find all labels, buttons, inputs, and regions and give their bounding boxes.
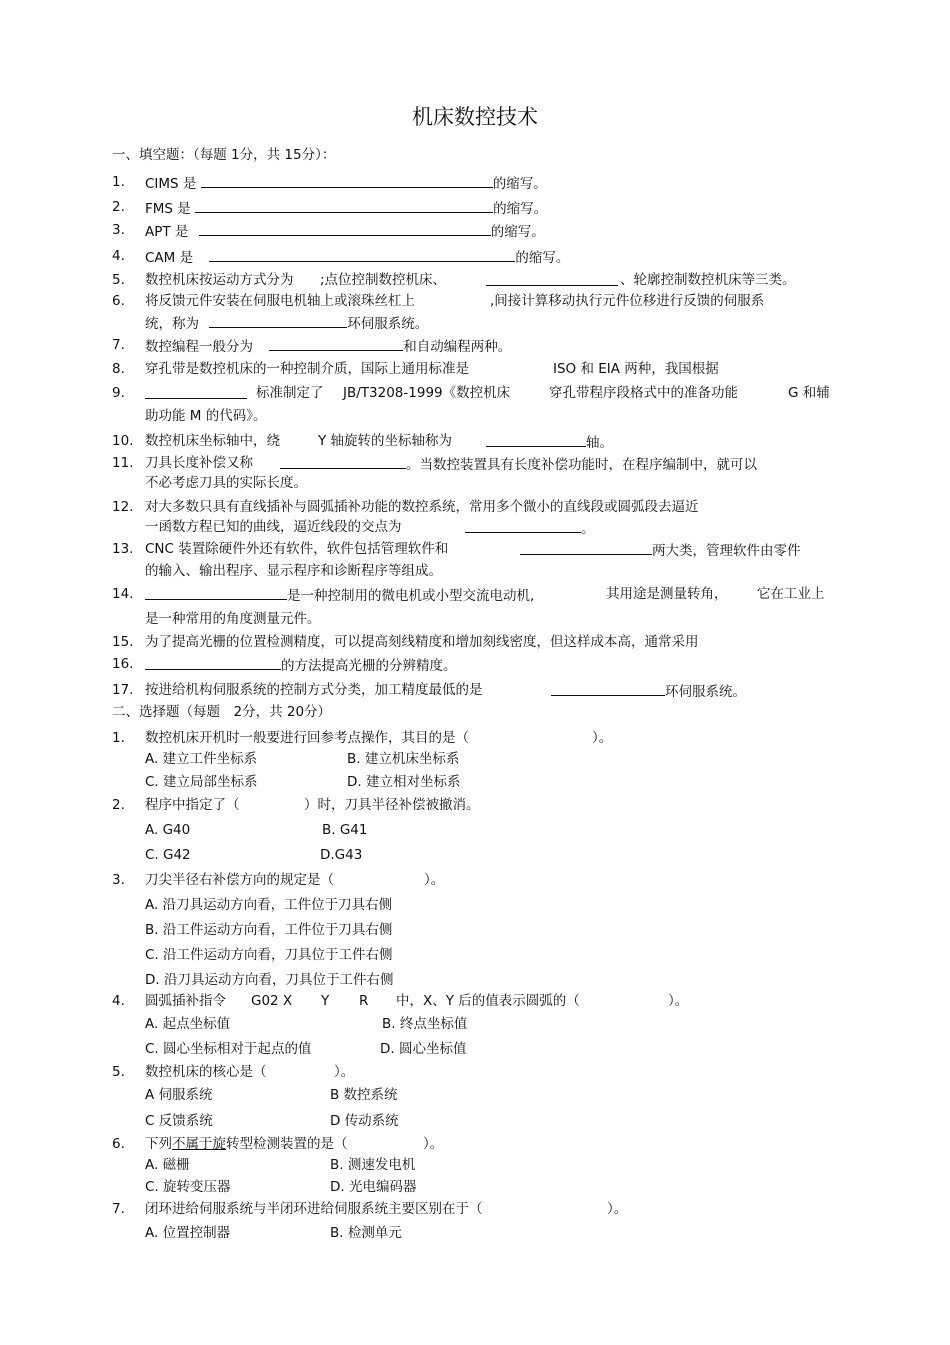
option-d[interactable]: D. 沿刀具运动方向看，刀具位于工件右侧 xyxy=(145,972,394,988)
question-number: 11. xyxy=(112,455,134,471)
question-text: Y 轴旋转的坐标轴称为 xyxy=(318,433,453,449)
question-text: G02 X xyxy=(251,993,293,1009)
question-6-line2 xyxy=(145,313,428,333)
question-3-text xyxy=(145,221,545,241)
question-text: 闭环进给伺服系统与半闭环进给伺服系统主要区别在于（ xyxy=(145,1201,483,1217)
question-number: 17. xyxy=(112,682,134,698)
question-text: 和自动编程两种。 xyxy=(403,339,512,355)
question-number: 7. xyxy=(112,337,125,353)
question-7 xyxy=(112,336,125,354)
question-number: 13. xyxy=(112,541,134,557)
question-number: 3. xyxy=(112,872,125,888)
question-2-text xyxy=(145,198,547,218)
question-14 xyxy=(112,585,133,603)
option-a[interactable]: A. 沿刀具运动方向看，工件位于刀具右侧 xyxy=(145,897,393,913)
question-text: 统，称为 xyxy=(145,316,199,332)
answer-blank[interactable] xyxy=(486,271,618,286)
question-text: 环伺服系统。 xyxy=(347,316,429,332)
question-1 xyxy=(112,173,125,191)
underlined-text: 不属于旋 xyxy=(172,1136,226,1152)
question-13 xyxy=(112,540,133,558)
question-3 xyxy=(112,221,125,239)
option-a[interactable]: A. 起点坐标值 xyxy=(145,1016,231,1032)
option-c[interactable]: C 反馈系统 xyxy=(145,1113,213,1129)
option-d[interactable]: D 传动系统 xyxy=(330,1113,399,1129)
question-10-blank xyxy=(486,432,613,452)
answer-blank[interactable] xyxy=(280,454,406,469)
option-c[interactable]: C. 圆心坐标相对于起点的值 xyxy=(145,1041,312,1057)
question-2 xyxy=(112,198,125,216)
question-text: 其用途是测量转角， xyxy=(606,586,728,602)
question-number: 7. xyxy=(112,1201,125,1217)
question-11-blank xyxy=(280,454,757,474)
question-text: 刀具长度补偿又称 xyxy=(145,455,253,471)
option-c[interactable]: C. 旋转变压器 xyxy=(145,1179,231,1195)
question-text: CNC 装置除硬件外还有软件，软件包括管理软件和 xyxy=(145,541,449,557)
question-number: 1. xyxy=(112,730,125,746)
question-text: 的缩写。 xyxy=(490,224,545,240)
question-text: 刀尖半径右补偿方向的规定是（ xyxy=(145,872,334,888)
question-number: 15. xyxy=(112,634,134,650)
question-text: ）。 xyxy=(607,1201,628,1217)
choice-1 xyxy=(112,729,125,747)
question-1-text xyxy=(145,173,547,193)
answer-blank[interactable] xyxy=(269,336,403,351)
question-number: 12. xyxy=(112,499,134,515)
question-9-blank xyxy=(145,384,247,404)
question-text: G 和辅 xyxy=(788,385,830,401)
question-text: 将反馈元件安装在伺服电机轴上或滚珠丝杠上 xyxy=(145,293,415,309)
choice-6-stem xyxy=(145,1135,348,1153)
question-number: 10. xyxy=(112,433,134,449)
option-d[interactable]: D. 光电编码器 xyxy=(330,1179,417,1195)
question-number: 1. xyxy=(112,174,125,190)
question-number: 16. xyxy=(112,656,134,672)
question-text: 数控机床开机时一般要进行回参考点操作，其目的是（ xyxy=(145,730,469,746)
question-text: JB/T3208-1999《数控机床 xyxy=(343,385,511,401)
question-10 xyxy=(112,432,133,450)
question-text: 的方法提高光栅的分辨精度。 xyxy=(281,658,457,674)
question-number: 14. xyxy=(112,586,134,602)
question-text: ）。 xyxy=(423,1136,444,1152)
option-a[interactable]: A. G40 xyxy=(145,822,191,838)
option-c[interactable]: C. 沿工件运动方向看，刀具位于工件右侧 xyxy=(145,947,393,963)
question-17 xyxy=(112,681,133,699)
question-number: 5. xyxy=(112,272,125,288)
question-text: 。 xyxy=(581,521,595,537)
question-text: 数控机床的核心是（ xyxy=(145,1064,267,1080)
answer-blank[interactable] xyxy=(209,313,347,328)
option-d[interactable]: D. 建立相对坐标系 xyxy=(347,774,461,790)
question-text: 按进给机构伺服系统的控制方式分类，加工精度最低的是 xyxy=(145,682,483,698)
answer-blank[interactable] xyxy=(486,432,586,447)
question-number: 9. xyxy=(112,385,125,401)
question-16-blank xyxy=(145,655,457,675)
question-text: ;点位控制数控机床、 xyxy=(320,272,447,288)
answer-blank[interactable] xyxy=(465,518,581,533)
option-b[interactable]: B. 终点坐标值 xyxy=(382,1016,468,1032)
question-text: 。当数控装置具有长度补偿功能时，在程序编制中，就可以 xyxy=(406,457,757,473)
question-text: 圆弧插补指令 xyxy=(145,993,226,1009)
answer-blank[interactable] xyxy=(551,681,665,696)
answer-blank[interactable] xyxy=(209,247,515,262)
question-text: 两大类，管理软件由零件 xyxy=(652,543,801,559)
question-text: Y xyxy=(321,993,330,1009)
option-b[interactable]: B. G41 xyxy=(322,822,368,838)
question-text: CAM 是 xyxy=(145,250,194,266)
option-b[interactable]: B. 建立机床坐标系 xyxy=(347,751,460,767)
document-title: 机床数控技术 xyxy=(412,105,538,129)
question-text: 的缩写。 xyxy=(493,201,548,217)
question-14-blank xyxy=(145,585,534,605)
question-text: 数控机床坐标轴中，绕 xyxy=(145,433,280,449)
question-text: 标准制定了 xyxy=(256,385,324,401)
option-a[interactable]: A. 建立工件坐标系 xyxy=(145,751,258,767)
question-text: 轴。 xyxy=(586,435,613,451)
question-number: 5. xyxy=(112,1064,125,1080)
question-text: 的缩写。 xyxy=(492,176,547,192)
question-number: 2. xyxy=(112,797,125,813)
question-number: 8. xyxy=(112,361,125,377)
question-text: ）。 xyxy=(424,872,445,888)
answer-blank[interactable] xyxy=(520,540,652,555)
option-b[interactable]: B. 检测单元 xyxy=(330,1225,402,1241)
question-text: 不必考虑刀具的实际长度。 xyxy=(145,475,307,491)
question-text: 助功能 M 的代码》。 xyxy=(145,408,267,424)
choice-2 xyxy=(112,796,125,814)
choice-4 xyxy=(112,992,125,1010)
question-text: 环伺服系统。 xyxy=(665,684,746,700)
question-text: 对大多数只具有直线插补与圆弧插补功能的数控系统，常用多个微小的直线段或圆弧段去逼近 xyxy=(145,499,699,515)
question-text: CIMS 是 xyxy=(145,176,197,192)
question-number: 2. xyxy=(112,199,125,215)
question-number: 4. xyxy=(112,993,125,1009)
question-text: 、轮廓控制数控机床等三类。 xyxy=(620,272,796,288)
question-text: 的缩写。 xyxy=(515,250,570,266)
option-d[interactable]: D.G43 xyxy=(320,847,363,863)
option-b[interactable]: B. 测速发电机 xyxy=(330,1157,416,1173)
answer-blank[interactable] xyxy=(145,585,287,600)
question-16 xyxy=(112,655,133,673)
question-number: 4. xyxy=(112,248,125,264)
question-text: 穿孔带程序段格式中的准备功能 xyxy=(549,385,738,401)
question-text: FMS 是 xyxy=(145,201,191,217)
question-5-blank xyxy=(486,271,618,291)
answer-blank[interactable] xyxy=(195,198,493,213)
question-11 xyxy=(112,454,133,472)
question-text: 下列 xyxy=(145,1136,172,1152)
question-text: 转型检测装置的是（ xyxy=(226,1136,348,1152)
option-c[interactable]: C. 建立局部坐标系 xyxy=(145,774,258,790)
question-7-text xyxy=(145,336,511,356)
option-a[interactable]: A. 磁栅 xyxy=(145,1157,190,1173)
question-text: ）时，刀具半径补偿被撤消。 xyxy=(304,797,480,813)
section-heading-fill: 一、填空题：（每题 1分，共 15分）： xyxy=(112,147,336,163)
question-text: ）。 xyxy=(592,730,613,746)
question-4-text xyxy=(145,247,569,267)
question-text: 是一种控制用的微电机或小型交流电动机, xyxy=(287,588,535,604)
question-6 xyxy=(112,292,125,310)
option-a[interactable]: A. 位置控制器 xyxy=(145,1225,231,1241)
question-text: 它在工业上 xyxy=(757,586,825,602)
question-text: 为了提高光栅的位置检测精度，可以提高刻线精度和增加刻线密度，但这样成本高，通常采用 xyxy=(145,634,699,650)
answer-blank[interactable] xyxy=(145,384,247,399)
choice-5 xyxy=(112,1063,125,1081)
question-5 xyxy=(112,271,125,289)
option-b[interactable]: B. 沿工件运动方向看，工件位于刀具右侧 xyxy=(145,922,393,938)
choice-6 xyxy=(112,1135,125,1153)
question-text: 数控机床按运动方式分为 xyxy=(145,272,294,288)
question-9 xyxy=(112,384,125,402)
question-8 xyxy=(112,360,125,378)
question-text: 的输入、输出程序、显示程序和诊断程序等组成。 xyxy=(145,563,442,579)
option-d[interactable]: D. 圆心坐标值 xyxy=(380,1041,467,1057)
question-text: ,间接计算移动执行元件位移进行反馈的伺服系 xyxy=(490,293,765,309)
option-c[interactable]: C. G42 xyxy=(145,847,191,863)
question-text: 中，X、Y 后的值表示圆弧的（ xyxy=(396,993,580,1009)
option-a[interactable]: A 伺服系统 xyxy=(145,1087,213,1103)
question-text: 穿孔带是数控机床的一种控制介质，国际上通用标准是 xyxy=(145,361,469,377)
question-text: ）。 xyxy=(668,993,689,1009)
answer-blank[interactable] xyxy=(145,655,281,670)
question-4 xyxy=(112,247,125,265)
question-text: APT 是 xyxy=(145,224,189,240)
question-12 xyxy=(112,498,133,516)
question-number: 6. xyxy=(112,1136,125,1152)
question-12-blank xyxy=(465,518,595,538)
question-text: ISO 和 EIA 两种，我国根据 xyxy=(553,361,719,377)
question-text: R xyxy=(359,993,369,1009)
question-15 xyxy=(112,633,133,651)
option-b[interactable]: B 数控系统 xyxy=(330,1087,398,1103)
question-17-blank xyxy=(551,681,746,701)
section-heading-choice: 二、选择题（每题 2分，共 20分） xyxy=(112,704,332,720)
question-text: ）。 xyxy=(334,1064,355,1080)
choice-7 xyxy=(112,1200,125,1218)
answer-blank[interactable] xyxy=(201,173,493,188)
question-number: 3. xyxy=(112,222,125,238)
question-number: 6. xyxy=(112,293,125,309)
question-text: 数控编程一般分为 xyxy=(145,339,253,355)
question-13-blank xyxy=(520,540,801,560)
question-text: 是一种常用的角度测量元件。 xyxy=(145,611,321,627)
question-text: 一函数方程已知的曲线，逼近线段的交点为 xyxy=(145,519,402,535)
answer-blank[interactable] xyxy=(199,221,491,236)
choice-3 xyxy=(112,871,125,889)
question-text: 程序中指定了（ xyxy=(145,797,240,813)
